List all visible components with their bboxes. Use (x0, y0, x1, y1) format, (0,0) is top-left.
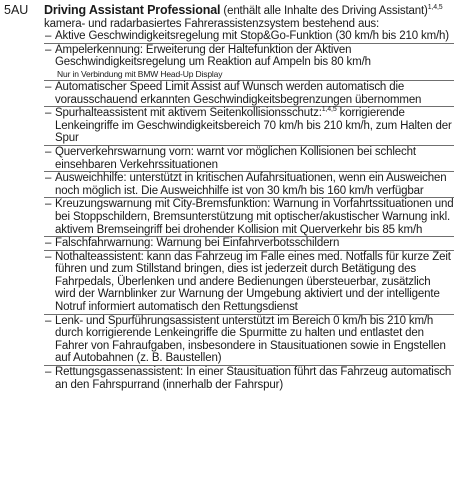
feature-text-continued: korrigierende Lenkeingriffe im Geschwindigkeitsbereich 70 km/h bis 210 km/h, zum Halten der Spur (55, 107, 452, 145)
feature-text: Automatischer Speed Limit Assist auf Wunsch werden automatisch die vorausschauend erkannten Geschwindigkeitsbegrenzungen übernommen (55, 80, 422, 106)
package-title: Driving Assistant Professional (44, 3, 221, 17)
feature-text: Falschfahrwarnung: Warnung bei Einfahrverbotsschildern (55, 237, 340, 250)
footnote-ref: 1,4,5 (427, 4, 443, 12)
package-intro-rest: (enthält alle Inhalte des Driving Assistant) (220, 5, 428, 17)
feature-item (44, 145, 454, 171)
feature-text: Spurhalteassistent mit aktivem Seitenkollisionsschutz: (55, 107, 322, 120)
feature-text: Ampelerkennung: Erweiterung der Haltefunktion der Aktiven Geschwindigkeitsregelung um Reaktion auf Ampeln bis 80 km/h (55, 43, 371, 69)
feature-item (44, 314, 454, 365)
feature-item (44, 236, 454, 250)
feature-text: Aktive Geschwindigkeitsregelung mit Stop&Go-Funktion (30 km/h bis 210 km/h) (55, 30, 449, 43)
feature-text: Kreuzungswarnung mit City-Bremsfunktion: Warnung in Vorfahrtssituationen und bei Stoppschildern, Bremsunterstützung mit optischer/akustischer Warnung inkl. aktivem Bremseingriff bei drohender Kollision mit Querverkehr bis 85 km/h (55, 198, 454, 236)
feature-text: Lenk- und Spurführungsassistent unterstützt im Bereich 0 km/h bis 210 km/h durch korrigierende Lenkeingriffe die Spurmitte zu halten und entlastet den Fahrer von Fahraufgaben, insbesondere in Stausituationen sowie in Engstellen auf Autobahnen (z. B. Baustellen) (55, 314, 446, 365)
feature-text: Rettungsgassenassistent: In einer Stausituation führt das Fahrzeug automatisch an den Fahrspurrand (innerhalb der Fahrspur) (55, 366, 452, 391)
feature-item (44, 30, 454, 43)
feature-item (44, 171, 454, 197)
feature-item (44, 106, 454, 145)
feature-item (44, 197, 454, 236)
feature-text: Nothalteassistent: kann das Fahrzeug im Falle eines med. Notfalls für kurze Zeit führen und zum Stillstand bringen, dies ist jederzeit durch Betätigung des Fahrpedals, Überlenken und andere Bedienungen übersteuerbar, zusätzlich wird der Warnblinker zur Warnung der Umgebung aktiviert und der intelligente Notruf informiert automatisch den Rettungsdienst (55, 250, 451, 314)
package-intro-line2: kamera- und radarbasiertes Fahrerassistenzsystem bestehend aus: (44, 17, 380, 30)
option-code: 5AU (4, 3, 29, 17)
feature-list (44, 30, 454, 391)
feature-text: Ausweichhilfe: unterstützt in kritischen Aufahrsituationen, wenn ein Ausweichen noch möglich ist. Die Ausweichhilfe ist von 30 km/h bis 160 km/h verfügbar (55, 172, 447, 197)
feature-item (44, 80, 454, 106)
feature-item (44, 365, 454, 391)
feature-text: Querverkehrswarnung vorn: warnt vor möglichen Kollisionen bei schlecht einsehbaren Verkehrssituationen (55, 145, 416, 171)
package-intro (44, 4, 454, 30)
feature-item (44, 43, 454, 80)
feature-item (44, 250, 454, 314)
feature-note: Nur in Verbindung mit BMW Head-Up Display (57, 68, 223, 79)
option-description (44, 4, 454, 391)
footnote-ref: 1,4,5 (321, 106, 337, 114)
